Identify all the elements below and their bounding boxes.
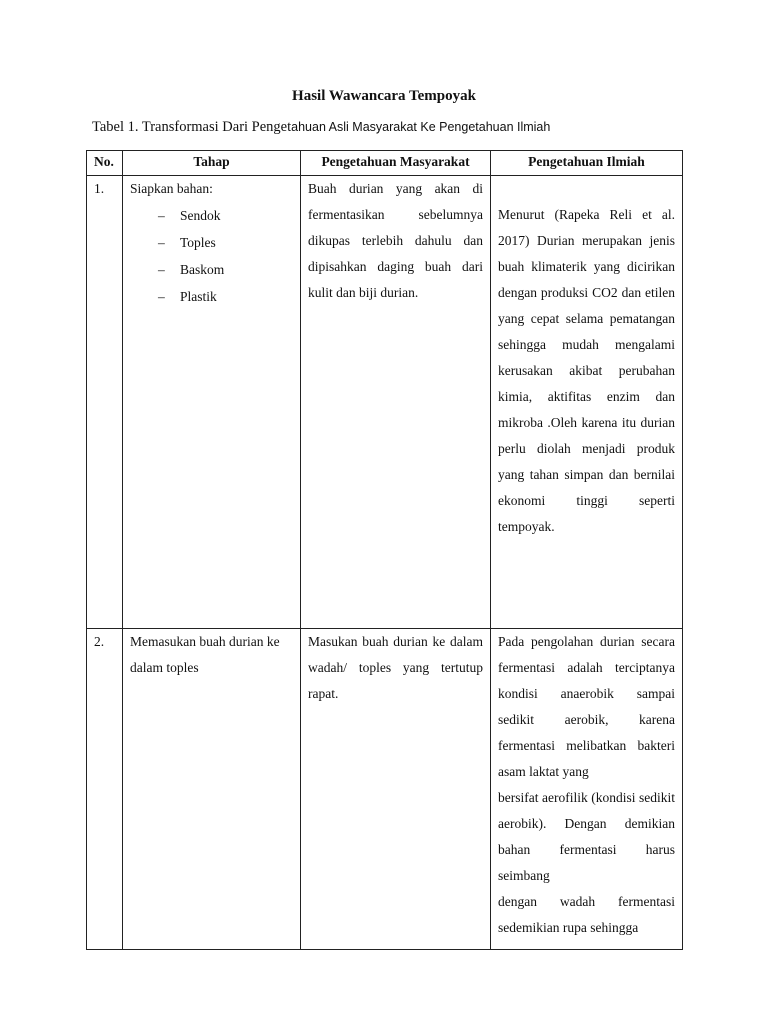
header-tahap: Tahap xyxy=(123,151,301,176)
table-caption xyxy=(92,119,550,136)
table-row xyxy=(87,629,683,950)
row-number: 1. xyxy=(87,176,123,629)
tahap-cell xyxy=(123,176,301,629)
table-header-row xyxy=(87,151,683,176)
table-row xyxy=(87,176,683,629)
header-pengetahuan-masyarakat: Pengetahuan Masyarakat xyxy=(301,151,491,176)
pengetahuan-ilmiah-cell: Menurut (Rapeka Reli et al. 2017) Durian merupakan jenis buah klimaterik yang dicirikan dengan produksi CO2 dan etilen yang cepat selama pematangan sehingga mudah mengalami kerusakan akibat perubahan kimia, aktifitas enzim dan mikroba .Oleh karena itu durian perlu diolah menjadi produk yang tahan simpan dan bernilai ekonomi tinggi seperti tempoyak. xyxy=(491,176,683,629)
tahap-title: Siapkan bahan: xyxy=(130,181,213,196)
pengetahuan-ilmiah-cell xyxy=(491,629,683,950)
list-item: – Toples xyxy=(158,229,293,256)
document-title: Hasil Wawancara Tempoyak xyxy=(292,88,476,104)
header-no: No. xyxy=(87,151,123,176)
list-item: – Plastik xyxy=(158,283,293,310)
ilmiah-paragraph: bersifat aerofilik (kondisi sedikit aerobik). Dengan demikian bahan fermentasi harus seimbang xyxy=(498,790,675,883)
tahap-cell: Memasukan buah durian ke dalam toples xyxy=(123,629,301,950)
table-caption-part-sans: ahuan Asli Masyarakat Ke Pengetahuan Ilmiah xyxy=(291,120,551,134)
ilmiah-paragraph: Pada pengolahan durian secara fermentasi adalah terciptanya kondisi anaerobik sampai sedikit aerobik, karena fermentasi melibatkan bakteri asam laktat yang xyxy=(498,634,675,779)
row-number: 2. xyxy=(87,629,123,950)
list-item: – Baskom xyxy=(158,256,293,283)
table-caption-part-serif: Tabel 1. Transformasi Dari Penget xyxy=(92,119,292,135)
pengetahuan-masyarakat-cell: Masukan buah durian ke dalam wadah/ toples yang tertutup rapat. xyxy=(301,629,491,950)
header-pengetahuan-ilmiah: Pengetahuan Ilmiah xyxy=(491,151,683,176)
material-list xyxy=(130,202,293,310)
ilmiah-paragraph: dengan wadah fermentasi sedemikian rupa sehingga xyxy=(498,894,675,935)
pengetahuan-masyarakat-cell: Buah durian yang akan di fermentasikan sebelumnya dikupas terlebih dahulu dan dipisahkan daging buah dari kulit dan biji durian. xyxy=(301,176,491,629)
transformation-table xyxy=(86,150,683,950)
list-item: – Sendok xyxy=(158,202,293,229)
